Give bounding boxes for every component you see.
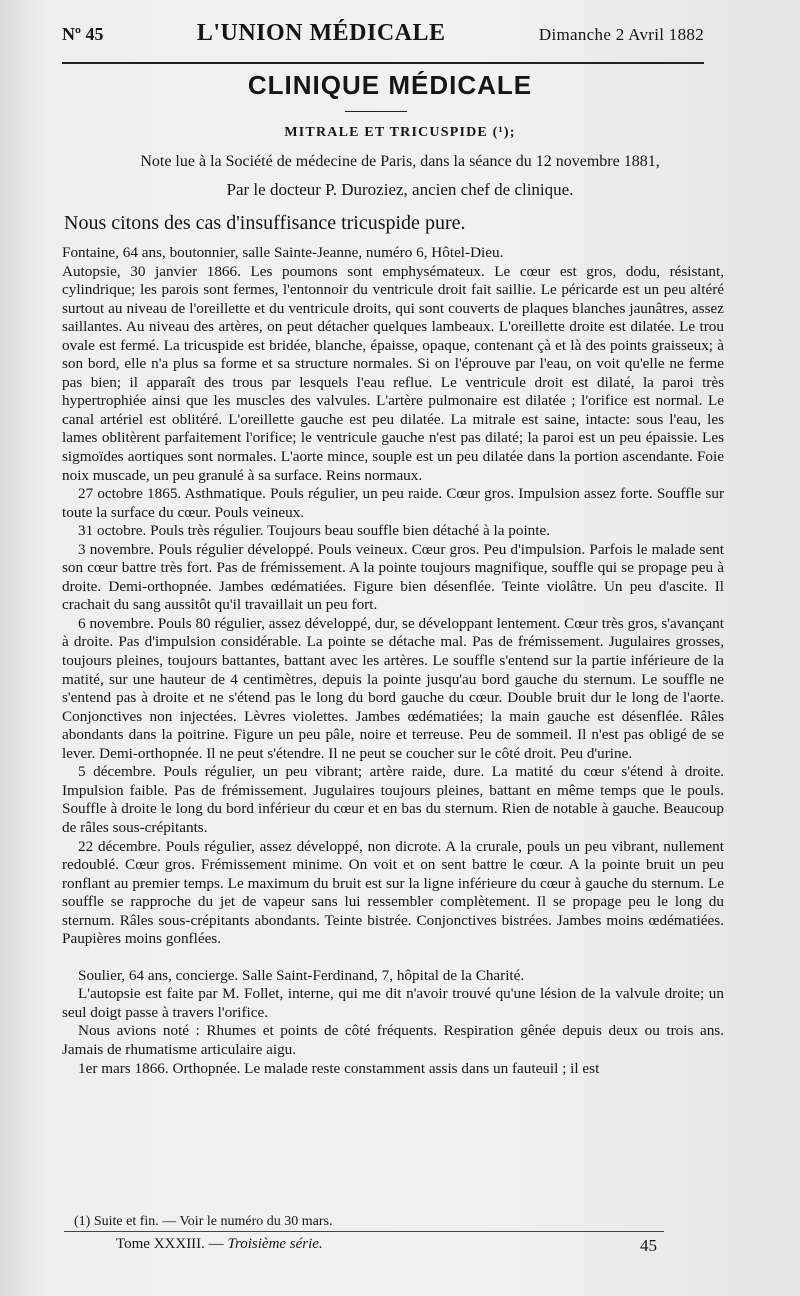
paragraph-31-octobre: 31 octobre. Pouls très régulier. Toujours beau souffle bien détaché à la pointe. bbox=[78, 522, 551, 540]
paragraph-3-novembre: 3 novembre. Pouls régulier développé. Pouls veineux. Cœur gros. Peu d'impulsion. Parfois le malade sent son cœur battre très fort. Pas de frémissement. A la pointe toujours magnifique, souffle qui se propage peu à droite. Demi-orthopnée. Jambes œdématiées. Figure bien désenflée. Teinte violâtre. Un peu d'ascite. Il crachait du sang aussitôt qu'il travaillait un peu fort. bbox=[62, 540, 724, 614]
title-rule bbox=[345, 111, 407, 112]
volume-label: Tome XXXIII. — bbox=[116, 1236, 224, 1252]
running-header bbox=[62, 20, 704, 54]
article-byline: Par le docteur P. Duroziez, ancien chef de clinique. bbox=[226, 180, 574, 199]
paragraph-5-decembre: 5 décembre. Pouls régulier, un peu vibrant; artère raide, dure. La matité du cœur s'étend à droite. Impulsion faible. Pas de frémissement. Jugulaires toujours pleines, battant en même temps que le pouls. Souffle à droite le long du bord inférieur du cœur et en bas du sternum. Rien de notable à gauche. Beaucoup de râles sous-crépitants. bbox=[62, 763, 724, 836]
paragraph-27-octobre: 27 octobre 1865. Asthmatique. Pouls régulier, un peu raide. Cœur gros. Impulsion assez forte. Souffle sur toute la surface du cœur. Pouls veineux. bbox=[62, 485, 724, 521]
page-number: 45 bbox=[640, 1236, 657, 1255]
paragraph-case-soulier: Soulier, 64 ans, concierge. Salle Saint-Ferdinand, 7, hôpital de la Charité. bbox=[78, 966, 525, 984]
case-separator bbox=[62, 949, 724, 967]
paragraph-22-decembre: 22 décembre. Pouls régulier, assez développé, non dicrote. A la crurale, pouls un peu vibrant, nullement redoublé. Cœur gros. Frémissement minime. On voit et on sent battre le cœur. A la pointe bruit un peu ronflant au premier temps. Le maximum du bruit est sur la ligne inférieure du cœur à gauche du sternum. Le souffle se rapproche du jet de vapeur sans lui ressembler complètement. Il se propage peu le long du sternum. Râles sous-crépitants abondants. Teinte bistrée. Conjonctives bistrées. Jambes moins œdématiées. Paupières moins gonflées. bbox=[62, 837, 724, 948]
article-body bbox=[62, 244, 724, 1078]
article-title: MITRALE ET TRICUSPIDE (¹); bbox=[284, 125, 516, 140]
series-label: Troisième série. bbox=[227, 1236, 323, 1252]
paragraph-antecedents: Nous avions noté : Rhumes et points de côté fréquents. Respiration gênée depuis deux ou trois ans. Jamais de rhumatisme articulaire aigu. bbox=[62, 1022, 724, 1058]
paragraph-1er-mars: 1er mars 1866. Orthopnée. Le malade reste constamment assis dans un fauteuil ; il est bbox=[78, 1059, 600, 1077]
paragraph-autopsie-follet: L'autopsie est faite par M. Follet, interne, qui me dit n'avoir trouvé qu'une lésion de la valvule droite; un seul doigt passe à travers l'orifice. bbox=[62, 985, 724, 1021]
footer-rule bbox=[64, 1231, 664, 1232]
header-rule bbox=[62, 62, 704, 64]
paragraph-autopsie: Autopsie, 30 janvier 1866. Les poumons sont emphysémateux. Le cœur est gros, dodu, résistant, cylindrique; les parois sont fermes, l'entonnoir du ventricule droit fait saillie. Le péricarde est un peu altéré surtout au niveau de l'oreillette et du ventricule droits, qui sont couverts de plaques blanches jaunâtres, assez saillantes. Au niveau des artères, on peut détacher quelques lambeaux. L'oreillette droite est dilatée. Le trou ovale est fermé. La tricuspide est bridée, blanche, épaisse, opaque, contenant çà et là des points graisseux; à son bord, elle n'a plus sa forme et sa structure normales. Si on l'éprouve par l'eau, on voit qu'elle ne ferme pas bien; il apparaît des trous par lesquels l'eau reflue. Le ventricule droit est dilaté, la paroi très hypertrophiée ainsi que les muscles des valvules. L'artère pulmonaire est dilatée ; l'orifice est normal. Le canal artériel est oblitéré. L'oreillette gauche est peu dilatée. La mitrale est saine, intacte: sous l'eau, les lames oblitèrent parfaitement l'orifice; le ventricule gauche n'est pas dilaté; la paroi est un peu épaissie. Les sigmoïdes aortiques sont normales. L'aorte mince, souple est un peu dilatée dans la portion ascendante. Foie noix muscade, un peu granulé à sa surface. Reins normaux. bbox=[62, 262, 724, 484]
article-note: Note lue à la Société de médecine de Paris, dans la séance du 12 novembre 1881, bbox=[140, 153, 660, 170]
issue-number: Nº 45 bbox=[62, 24, 104, 44]
section-title: CLINIQUE MÉDICALE bbox=[247, 70, 533, 100]
footnote: (1) Suite et fin. — Voir le numéro du 30 mars. bbox=[74, 1214, 333, 1229]
journal-title: L'UNION MÉDICALE bbox=[196, 20, 446, 46]
article-intro: Nous citons des cas d'insuffisance tricuspide pure. bbox=[64, 212, 466, 234]
issue-date: Dimanche 2 Avril 1882 bbox=[538, 25, 704, 44]
volume-line bbox=[116, 1236, 323, 1253]
paragraph-6-novembre: 6 novembre. Pouls 80 régulier, assez développé, dur, se développant lentement. Cœur très gros, s'avançant à droite. Pas d'impulsion considérable. La pointe se détache mal. Pas de frémissement. Jugulaires grosses, toujours pleines, toujours battantes, battant avec les artères. Le souffle s'entend sur la partie inférieure de la matité, sur une hauteur de 4 centimètres, depuis la pointe jusqu'au bord gauche du sternum. Le souffle ne s'entend pas à droite et ne s'étend pas le long du bord gauche du cœur. Double bruit dur le long de l'aorte. Conjonctives non injectées. Lèvres violettes. Jambes œdématiées; la main gauche est désenflée. Râles abondants dans la poitrine. Figure un peu pâle, noire et terreuse. Peu de sommeil. Il n'est pas obligé de se lever. Demi-orthopnée. Il ne peut s'étendre. Il ne peut se coucher sur le côté droit. Peu d'urine. bbox=[62, 614, 724, 762]
paragraph-case-fontaine: Fontaine, 64 ans, boutonnier, salle Sainte-Jeanne, numéro 6, Hôtel-Dieu. bbox=[62, 244, 504, 261]
